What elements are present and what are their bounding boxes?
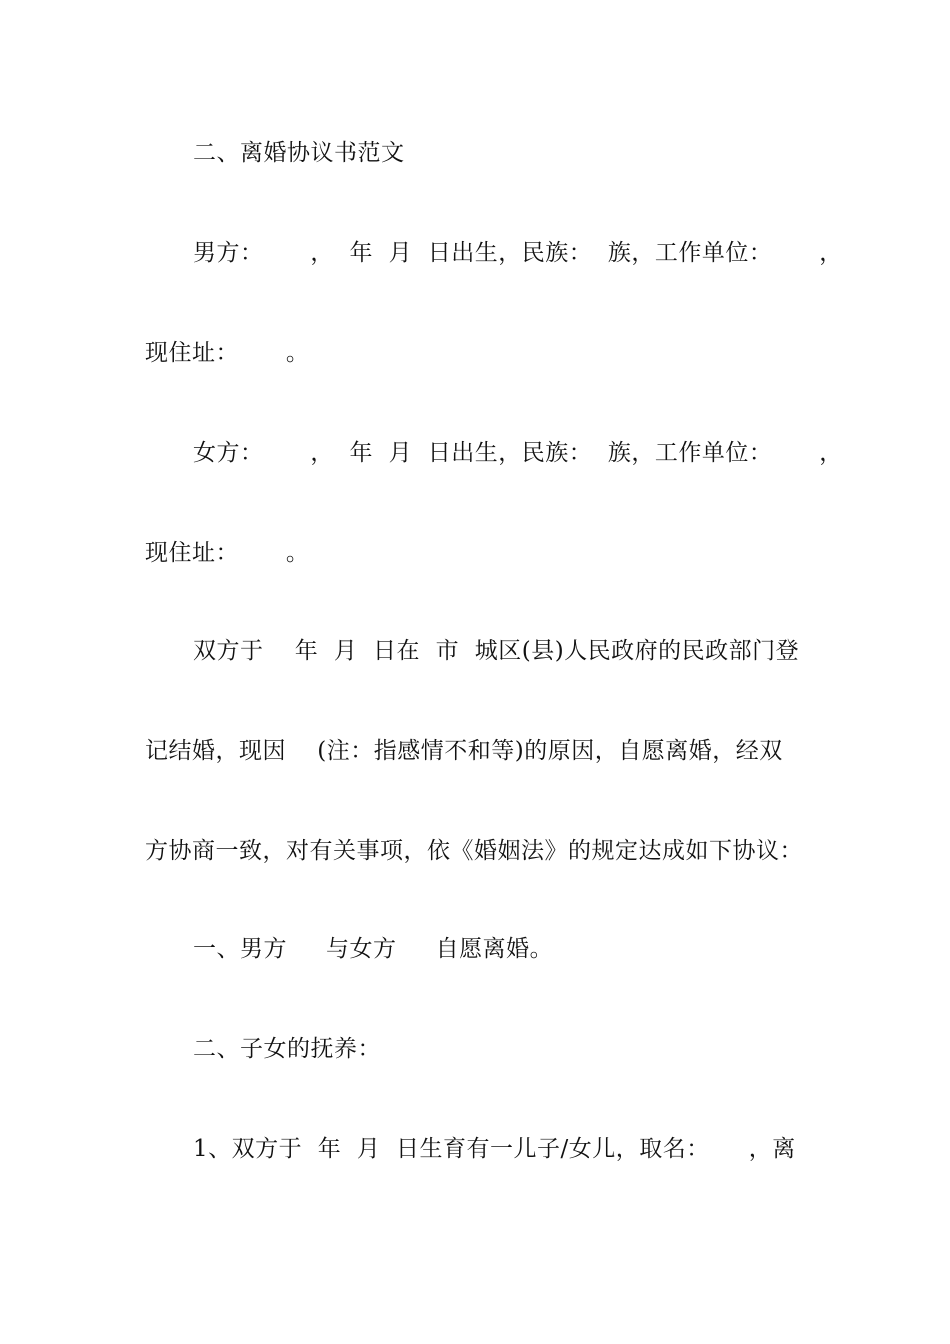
male-party-info: 男方： ， 年 月 日出生，民族： 族，工作单位： ， bbox=[193, 240, 843, 266]
marriage-registration-line-3: 方协商一致，对有关事项，依《婚姻法》的规定达成如下协议： bbox=[145, 838, 803, 864]
male-party-address: 现住址： 。 bbox=[145, 340, 310, 366]
clause-child-custody-item-1: 1、双方于 年 月 日生育有一儿子/女儿，取名： ，离 bbox=[193, 1136, 796, 1162]
clause-child-custody-heading: 二、子女的抚养： bbox=[193, 1036, 381, 1062]
marriage-registration-line-1: 双方于 年 月 日在 市 城区(县)人民政府的民政部门登 bbox=[193, 638, 800, 664]
section-heading: 二、离婚协议书范文 bbox=[193, 140, 405, 166]
female-party-address: 现住址： 。 bbox=[145, 540, 310, 566]
marriage-registration-line-2: 记结婚，现因 (注：指感情不和等)的原因，自愿离婚，经双 bbox=[145, 738, 783, 764]
female-party-info: 女方： ， 年 月 日出生，民族： 族，工作单位： ， bbox=[193, 440, 843, 466]
clause-voluntary-divorce: 一、男方 与女方 自愿离婚。 bbox=[193, 936, 554, 962]
